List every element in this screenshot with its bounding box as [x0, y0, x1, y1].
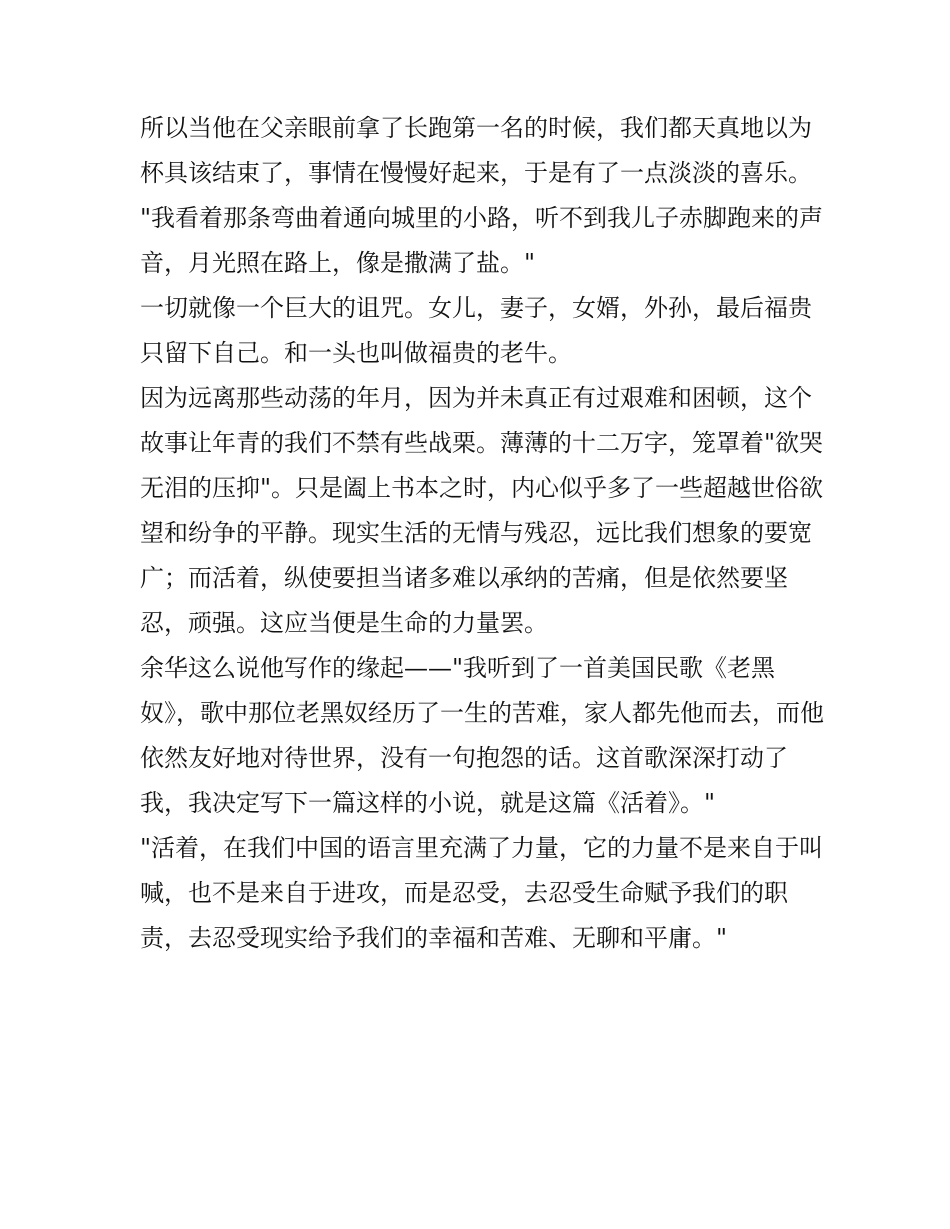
paragraph-2: "我看着那条弯曲着通向城里的小路，听不到我儿子赤脚跑来的声音，月光照在路上，像是撒满了盐。"	[140, 204, 824, 277]
paragraph-4: 因为远离那些动荡的年月，因为并未真正有过艰难和困顿，这个故事让年青的我们不禁有些战栗。薄薄的十二万字，笼罩着"欲哭无泪的压抑"。只是阖上书本之时，内心似乎多了一些超越世俗欲望和纷争的平静。现实生活的无情与残忍，远比我们想象的要宽广；而活着，纵使要担当诸多难以承纳的苦痛，但是依然要坚忍，顽强。这应当便是生命的力量罢。	[140, 384, 824, 637]
paragraph-1: 所以当他在父亲眼前拿了长跑第一名的时候，我们都天真地以为杯具该结束了，事情在慢慢好起来，于是有了一点淡淡的喜乐。	[140, 114, 812, 187]
paragraph-6: "活着，在我们中国的语言里充满了力量，它的力量不是来自于叫喊，也不是来自于进攻，而是忍受，去忍受生命赋予我们的职责，去忍受现实给予我们的幸福和苦难、无聊和平庸。"	[140, 834, 824, 952]
paragraph-5: 余华这么说他写作的缘起——"我听到了一首美国民歌《老黑奴》，歌中那位老黑奴经历了一生的苦难，家人都先他而去，而他依然友好地对待世界，没有一句抱怨的话。这首歌深深打动了我，我决定写下一篇这样的小说，就是这篇《活着》。"	[140, 654, 824, 817]
paragraph-3: 一切就像一个巨大的诅咒。女儿，妻子，女婿，外孙，最后福贵只留下自己。和一头也叫做福贵的老牛。	[140, 294, 812, 367]
document-body	[140, 106, 830, 961]
